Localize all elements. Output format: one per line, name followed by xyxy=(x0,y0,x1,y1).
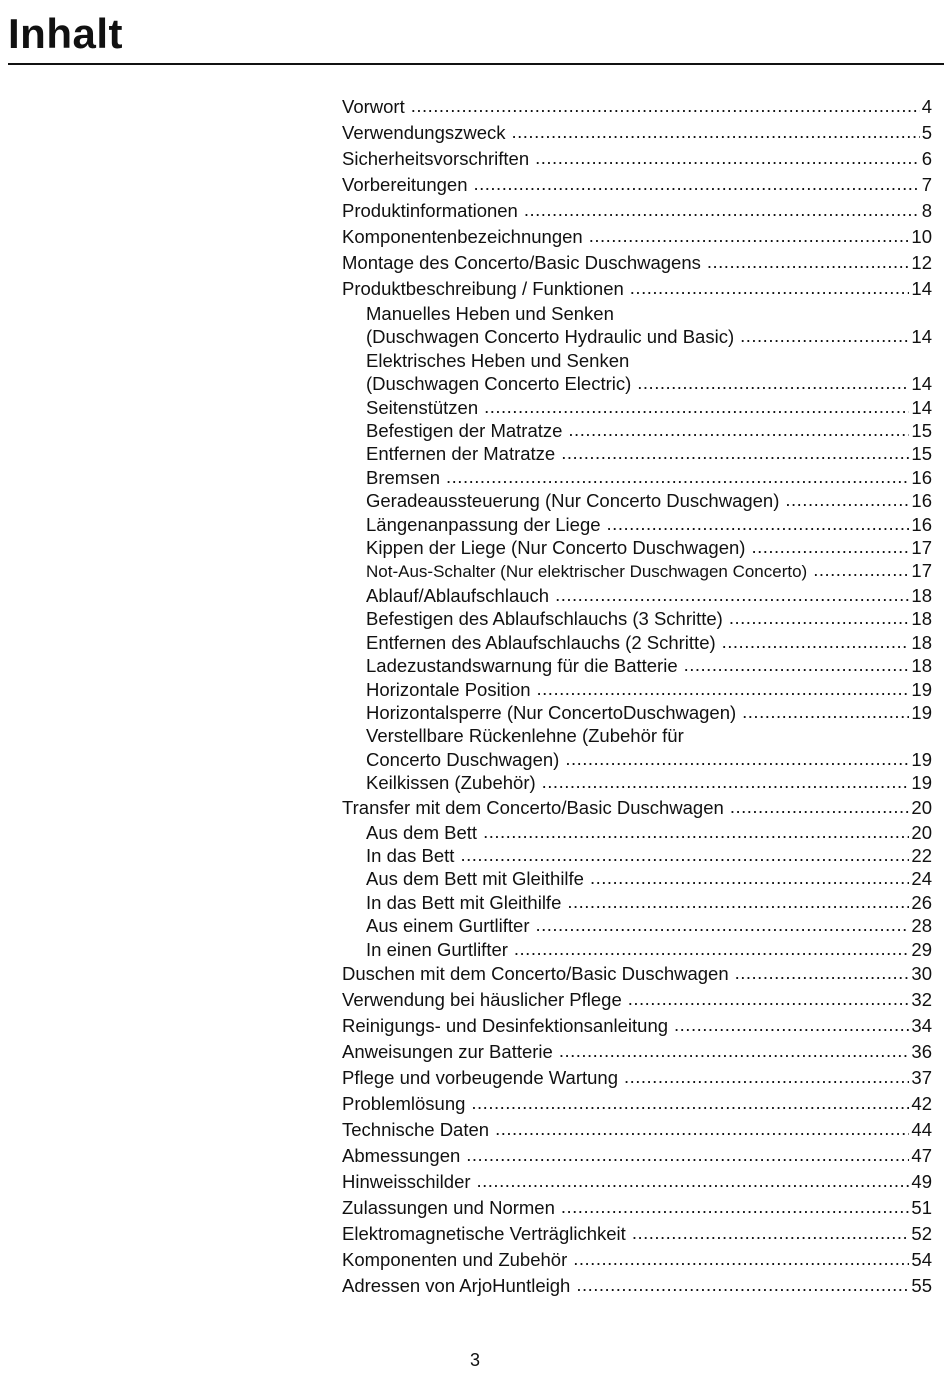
toc-entry[interactable] xyxy=(342,1117,932,1143)
toc-leader-dots xyxy=(559,1038,910,1064)
toc-leader-dots xyxy=(484,395,909,418)
toc-entry-title: Anweisungen zur Batterie xyxy=(342,1040,553,1062)
toc-entry-title: In einen Gurtlifter xyxy=(366,938,508,960)
toc-entry-page: 37 xyxy=(911,1066,932,1088)
toc-entry-page: 28 xyxy=(911,915,932,937)
toc-entry-title: Produktinformationen xyxy=(342,200,518,221)
toc-entry-title: Hinweisschilder xyxy=(342,1170,471,1192)
toc-subentry[interactable] xyxy=(342,536,932,559)
toc-entry-title: Verwendung bei häuslicher Pflege xyxy=(342,988,622,1010)
toc-subentry[interactable] xyxy=(342,442,932,465)
toc-leader-dots xyxy=(460,843,909,866)
toc-leader-dots xyxy=(561,441,909,464)
toc-entry-page: 47 xyxy=(911,1144,932,1166)
toc-entry-page: 19 xyxy=(911,748,932,770)
toc-leader-dots xyxy=(740,324,909,347)
toc-entry-page: 17 xyxy=(911,560,932,582)
toc-entry-title: Sicherheitsvorschriften xyxy=(342,148,530,169)
toc-entry-title: Not-Aus-Schalter (Nur elektrischer Duschwagen Concerto) xyxy=(366,562,808,582)
toc-leader-dots xyxy=(537,677,910,700)
toc-entry-title: Duschen mit dem Concerto/Basic Duschwagen xyxy=(342,962,729,984)
toc-leader-dots xyxy=(785,488,909,511)
toc-entry-page: 52 xyxy=(911,1222,932,1244)
toc-subentry[interactable] xyxy=(342,844,932,867)
toc-leader-dots xyxy=(730,794,910,820)
toc-entry[interactable] xyxy=(342,1091,932,1117)
toc-entry-page: 49 xyxy=(911,1170,932,1192)
toc-leader-dots xyxy=(684,653,910,676)
toc-subentry[interactable] xyxy=(342,678,932,701)
toc-subentry[interactable] xyxy=(342,771,932,794)
toc-entry-title: Befestigen der Matratze xyxy=(366,420,563,442)
toc-entry-title: Entfernen des Ablaufschlauchs (2 Schritte) xyxy=(366,631,716,653)
toc-entry-page: 54 xyxy=(911,1248,932,1270)
toc-leader-dots xyxy=(637,371,909,394)
toc-entry-title: Technische Daten xyxy=(342,1118,490,1140)
toc-entry-page: 30 xyxy=(911,962,932,984)
page-title: Inhalt xyxy=(8,10,123,57)
toc-leader-dots xyxy=(576,1272,909,1298)
toc-entry[interactable] xyxy=(342,1065,932,1091)
toc-subentry[interactable] xyxy=(342,325,932,348)
toc-entry-page: 26 xyxy=(911,891,932,913)
toc-leader-dots xyxy=(561,1194,910,1220)
toc-entry-title: Horizontale Position xyxy=(366,678,531,700)
toc-leader-dots xyxy=(555,583,909,606)
toc-entry-page: 32 xyxy=(911,988,932,1010)
toc-entry-title-line1: Verstellbare Rückenlehne (Zubehör für xyxy=(366,725,684,747)
toc-leader-dots xyxy=(632,1220,910,1246)
toc-entry[interactable] xyxy=(342,987,932,1013)
toc-entry-page: 16 xyxy=(911,490,932,512)
toc-entry-page: 14 xyxy=(911,326,932,348)
toc-leader-dots xyxy=(542,770,910,793)
toc-entry[interactable] xyxy=(342,1221,932,1247)
toc-entry-title: (Duschwagen Concerto Hydraulic und Basic) xyxy=(366,326,735,348)
toc-entry-page: 12 xyxy=(911,252,932,273)
toc-entry-title: Produktbeschreibung / Funktionen xyxy=(342,278,624,299)
toc-entry[interactable] xyxy=(342,961,932,987)
toc-entry-title: In das Bett xyxy=(366,844,455,866)
toc-subentry[interactable] xyxy=(342,891,932,914)
toc-entry-title: Zulassungen und Normen xyxy=(342,1196,555,1218)
toc-entry-title: Adressen von ArjoHuntleigh xyxy=(342,1274,571,1296)
toc-entry-page: 16 xyxy=(911,513,932,535)
toc-leader-dots xyxy=(573,1246,909,1272)
toc-entry[interactable] xyxy=(342,146,932,172)
toc-leader-dots xyxy=(735,960,910,986)
toc-entry[interactable] xyxy=(342,1013,932,1039)
toc-entry-page: 8 xyxy=(921,200,932,221)
toc-entry[interactable] xyxy=(342,94,932,120)
toc-leader-dots xyxy=(624,1064,909,1090)
toc-entry-page: 17 xyxy=(911,537,932,559)
toc-entry-title: Aus einem Gurtlifter xyxy=(366,915,530,937)
toc-entry-page: 15 xyxy=(911,420,932,442)
toc-subentry[interactable] xyxy=(342,489,932,512)
toc-entry-title: Verwendungszweck xyxy=(342,122,506,143)
toc-entry-title: Aus dem Bett mit Gleithilfe xyxy=(366,868,584,890)
toc-subentry[interactable] xyxy=(342,584,932,607)
toc-entry-title: Montage des Concerto/Basic Duschwagens xyxy=(342,252,701,273)
toc-entry-page: 34 xyxy=(911,1014,932,1036)
toc-entry-title: (Duschwagen Concerto Electric) xyxy=(366,373,632,395)
toc-entry-page: 55 xyxy=(911,1274,932,1296)
toc-leader-dots xyxy=(495,1116,909,1142)
toc-leader-dots xyxy=(512,119,920,145)
toc-entry[interactable] xyxy=(342,1169,932,1195)
toc-entry-page: 42 xyxy=(911,1092,932,1114)
toc-entry-title: Geradeaussteuerung (Nur Concerto Duschwagen) xyxy=(366,490,780,512)
toc-entry[interactable] xyxy=(342,1247,932,1273)
toc-entry-page: 24 xyxy=(911,868,932,890)
toc-leader-dots xyxy=(813,558,909,581)
toc-entry-title: Concerto Duschwagen) xyxy=(366,748,560,770)
toc-leader-dots xyxy=(483,820,909,843)
toc-leader-dots xyxy=(535,913,909,936)
toc-entry-title: Entfernen der Matratze xyxy=(366,443,556,465)
toc-subentry[interactable] xyxy=(342,867,932,890)
toc-entry-page: 19 xyxy=(911,678,932,700)
toc-entry-title: Transfer mit dem Concerto/Basic Duschwagen xyxy=(342,796,724,818)
toc-entry-page: 29 xyxy=(911,938,932,960)
toc-leader-dots xyxy=(607,512,910,535)
toc-entry-page: 5 xyxy=(921,122,932,143)
toc-leader-dots xyxy=(535,145,920,171)
toc-entry-title: Keilkissen (Zubehör) xyxy=(366,772,536,794)
toc-entry[interactable] xyxy=(342,276,932,302)
toc-entry-title: Vorwort xyxy=(342,96,405,117)
toc-entry[interactable] xyxy=(342,1143,932,1169)
toc-leader-dots xyxy=(466,1142,909,1168)
toc-entry[interactable] xyxy=(342,120,932,146)
toc-entry-page: 6 xyxy=(921,148,932,169)
toc-entry-page: 16 xyxy=(911,466,932,488)
toc-entry-title-line1: Elektrisches Heben und Senken xyxy=(366,349,630,371)
toc-leader-dots xyxy=(590,866,909,889)
toc-leader-dots xyxy=(524,197,920,223)
toc-entry-page: 18 xyxy=(911,584,932,606)
toc-entry-title: Ablauf/Ablaufschlauch xyxy=(366,584,550,606)
toc-subentry[interactable] xyxy=(342,559,932,583)
toc-subentry[interactable] xyxy=(342,396,932,419)
toc-leader-dots xyxy=(474,171,920,197)
toc-entry[interactable] xyxy=(342,1273,932,1299)
toc-entry[interactable] xyxy=(342,250,932,276)
toc-entry-title: Komponentenbezeichnungen xyxy=(342,226,583,247)
toc-subentry[interactable] xyxy=(342,631,932,654)
toc-entry-page: 20 xyxy=(911,821,932,843)
toc-subentry[interactable] xyxy=(342,748,932,771)
toc-leader-dots xyxy=(751,535,909,558)
toc-entry-title: Aus dem Bett xyxy=(366,821,478,843)
toc-entry-page: 18 xyxy=(911,608,932,630)
toc-entry-page: 4 xyxy=(921,96,932,117)
toc-entry-page: 14 xyxy=(911,396,932,418)
toc-entry-title: Elektromagnetische Verträglichkeit xyxy=(342,1222,626,1244)
toc-entry-title: Pflege und vorbeugende Wartung xyxy=(342,1066,618,1088)
toc-entry-title: Horizontalsperre (Nur ConcertoDuschwagen) xyxy=(366,701,737,723)
toc-entry[interactable] xyxy=(342,795,932,821)
toc-subentry[interactable] xyxy=(342,914,932,937)
toc-entry-page: 20 xyxy=(911,796,932,818)
toc-entry-page: 19 xyxy=(911,701,932,723)
toc-entry[interactable] xyxy=(342,172,932,198)
toc-entry-title: Längenanpassung der Liege xyxy=(366,513,601,535)
toc-leader-dots xyxy=(589,223,910,249)
toc-entry[interactable] xyxy=(342,198,932,224)
toc-entry-title: Vorbereitungen xyxy=(342,174,468,195)
toc-leader-dots xyxy=(742,700,909,723)
toc-entry-page: 15 xyxy=(911,443,932,465)
toc-entry-title: Seitenstützen xyxy=(366,396,479,418)
toc-entry-page: 36 xyxy=(911,1040,932,1062)
toc-entry-page: 14 xyxy=(911,373,932,395)
toc-entry-title: Kippen der Liege (Nur Concerto Duschwagen) xyxy=(366,537,746,559)
toc-entry-page: 51 xyxy=(911,1196,932,1218)
toc-leader-dots xyxy=(565,747,909,770)
toc-entry[interactable] xyxy=(342,1195,932,1221)
toc-leader-dots xyxy=(729,606,910,629)
toc-leader-dots xyxy=(568,418,909,441)
toc-leader-dots xyxy=(411,93,920,119)
toc-entry[interactable] xyxy=(342,224,932,250)
toc-leader-dots xyxy=(471,1090,909,1116)
toc-entry-title: Bremsen xyxy=(366,466,441,488)
toc-leader-dots xyxy=(674,1012,909,1038)
toc-subentry[interactable] xyxy=(342,654,932,677)
toc-leader-dots xyxy=(628,986,910,1012)
toc-entry-page: 19 xyxy=(911,772,932,794)
toc-entry-page: 18 xyxy=(911,655,932,677)
table-of-contents xyxy=(342,94,932,1299)
toc-subentry[interactable] xyxy=(342,513,932,536)
toc-leader-dots xyxy=(446,465,909,488)
toc-leader-dots xyxy=(722,630,910,653)
toc-entry-title: Befestigen des Ablaufschlauchs (3 Schritte) xyxy=(366,608,723,630)
toc-leader-dots xyxy=(567,890,909,913)
toc-leader-dots xyxy=(707,249,910,275)
toc-subentry[interactable] xyxy=(342,419,932,442)
toc-entry-title: Komponenten und Zubehör xyxy=(342,1248,568,1270)
toc-entry-title-line1: Manuelles Heben und Senken xyxy=(366,303,614,324)
toc-entry-page: 7 xyxy=(921,174,932,195)
toc-leader-dots xyxy=(514,937,910,960)
toc-entry-page: 18 xyxy=(911,631,932,653)
toc-subentry[interactable] xyxy=(342,372,932,395)
toc-entry-page: 44 xyxy=(911,1118,932,1140)
toc-subentry[interactable] xyxy=(342,821,932,844)
toc-leader-dots xyxy=(477,1168,910,1194)
toc-subentry[interactable] xyxy=(342,607,932,630)
toc-entry-page: 14 xyxy=(911,278,932,299)
toc-entry-title: Problemlösung xyxy=(342,1092,466,1114)
toc-leader-dots xyxy=(630,275,910,301)
toc-entry[interactable] xyxy=(342,1039,932,1065)
toc-entry-page: 22 xyxy=(911,844,932,866)
toc-subentry[interactable] xyxy=(342,701,932,724)
toc-entry-title: In das Bett mit Gleithilfe xyxy=(366,891,562,913)
title-rule xyxy=(8,63,944,65)
toc-entry-title: Abmessungen xyxy=(342,1144,461,1166)
toc-entry-title: Reinigungs- und Desinfektionsanleitung xyxy=(342,1014,669,1036)
toc-entry-title: Ladezustandswarnung für die Batterie xyxy=(366,655,678,677)
toc-entry-page: 10 xyxy=(911,226,932,247)
toc-subentry[interactable] xyxy=(342,466,932,489)
toc-subentry[interactable] xyxy=(342,938,932,961)
page-number: 3 xyxy=(469,1350,480,1370)
